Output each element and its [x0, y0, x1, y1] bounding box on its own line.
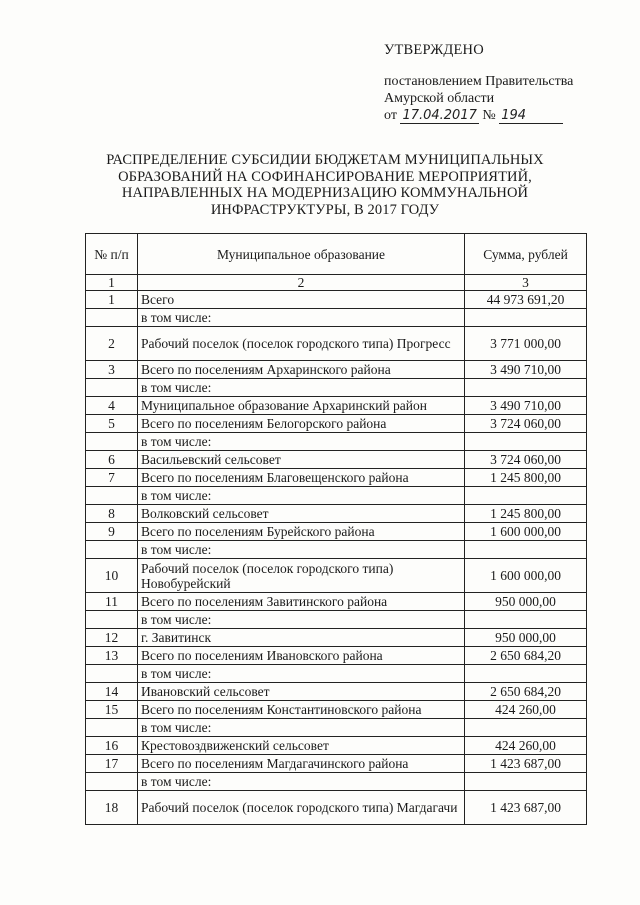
row-municipality: в том числе:	[138, 487, 465, 505]
table-row	[86, 487, 587, 505]
row-number	[86, 665, 138, 683]
row-municipality: Рабочий поселок (поселок городского типа) Магдагачи	[138, 791, 465, 825]
table-row	[86, 541, 587, 559]
index-cell: 3	[465, 275, 587, 291]
row-sum	[465, 309, 587, 327]
approval-number: 194	[499, 109, 563, 124]
row-number: 18	[86, 791, 138, 825]
index-cell: 1	[86, 275, 138, 291]
approval-stamp	[384, 42, 573, 124]
approval-date: 17.04.2017	[402, 108, 477, 123]
table-row	[86, 629, 587, 647]
table-row	[86, 647, 587, 665]
row-number: 15	[86, 701, 138, 719]
row-sum	[465, 433, 587, 451]
table-row	[86, 469, 587, 487]
table-row	[86, 701, 587, 719]
row-number	[86, 309, 138, 327]
row-sum: 424 260,00	[465, 737, 587, 755]
subsidy-table	[85, 233, 587, 825]
header-number: № п/п	[86, 234, 138, 275]
row-number	[86, 487, 138, 505]
row-number	[86, 379, 138, 397]
row-municipality: Всего по поселениям Магдагачинского района	[138, 755, 465, 773]
row-municipality: Всего по поселениям Ивановского района	[138, 647, 465, 665]
row-municipality: Васильевский сельсовет	[138, 451, 465, 469]
row-municipality: Всего по поселениям Благовещенского района	[138, 469, 465, 487]
row-number: 16	[86, 737, 138, 755]
row-sum: 424 260,00	[465, 701, 587, 719]
row-number: 3	[86, 361, 138, 379]
row-sum: 1 423 687,00	[465, 755, 587, 773]
row-sum: 950 000,00	[465, 629, 587, 647]
row-sum: 2 650 684,20	[465, 683, 587, 701]
table-row	[86, 559, 587, 593]
row-number: 11	[86, 593, 138, 611]
row-sum	[465, 611, 587, 629]
row-municipality: в том числе:	[138, 773, 465, 791]
row-municipality: в том числе:	[138, 379, 465, 397]
row-number: 17	[86, 755, 138, 773]
row-number	[86, 433, 138, 451]
document-title: РАСПРЕДЕЛЕНИЕ СУБСИДИИ БЮДЖЕТАМ МУНИЦИПАЛЬНЫХ ОБРАЗОВАНИЙ НА СОФИНАНСИРОВАНИЕ МЕРОПРИЯТИЙ, НАПРАВЛЕННЫХ НА МОДЕРНИЗАЦИЮ КОММУНАЛЬНОЙ ИНФРАСТРУКТУРЫ, В 2017 ГОДУ	[106, 152, 544, 218]
row-number: 6	[86, 451, 138, 469]
row-municipality: Всего	[138, 291, 465, 309]
approval-number-label: №	[482, 108, 496, 123]
row-sum	[465, 487, 587, 505]
table-row	[86, 505, 587, 523]
table-row	[86, 683, 587, 701]
table-row	[86, 773, 587, 791]
row-municipality: Ивановский сельсовет	[138, 683, 465, 701]
approval-line-1: постановлением Правительства	[384, 74, 574, 89]
row-municipality: Всего по поселениям Белогорского района	[138, 415, 465, 433]
row-sum: 1 245 800,00	[465, 469, 587, 487]
header-municipality: Муниципальное образование	[138, 234, 465, 275]
row-municipality: Всего по поселениям Бурейского района	[138, 523, 465, 541]
row-number: 8	[86, 505, 138, 523]
row-sum: 2 650 684,20	[465, 647, 587, 665]
row-number: 5	[86, 415, 138, 433]
row-municipality: в том числе:	[138, 719, 465, 737]
row-municipality: в том числе:	[138, 309, 465, 327]
approval-prefix: от	[384, 108, 397, 123]
row-sum	[465, 541, 587, 559]
row-sum: 3 724 060,00	[465, 415, 587, 433]
row-municipality: в том числе:	[138, 611, 465, 629]
table-row	[86, 397, 587, 415]
row-number	[86, 541, 138, 559]
row-number: 2	[86, 327, 138, 361]
table-row	[86, 791, 587, 825]
table-row	[86, 379, 587, 397]
row-municipality: Рабочий поселок (поселок городского типа) Новобурейский	[138, 559, 465, 593]
row-number: 4	[86, 397, 138, 415]
row-municipality: в том числе:	[138, 541, 465, 559]
row-sum: 950 000,00	[465, 593, 587, 611]
row-sum	[465, 379, 587, 397]
table-row	[86, 523, 587, 541]
table-header-row	[86, 234, 587, 275]
approval-line-2: Амурской области	[384, 91, 495, 106]
table-row	[86, 433, 587, 451]
row-number: 1	[86, 291, 138, 309]
table-row	[86, 327, 587, 361]
row-municipality: Всего по поселениям Константиновского района	[138, 701, 465, 719]
table-row	[86, 361, 587, 379]
row-number: 10	[86, 559, 138, 593]
row-municipality: г. Завитинск	[138, 629, 465, 647]
row-sum: 44 973 691,20	[465, 291, 587, 309]
table-row	[86, 665, 587, 683]
table-row	[86, 593, 587, 611]
row-municipality: Волковский сельсовет	[138, 505, 465, 523]
table-row	[86, 291, 587, 309]
row-municipality: Всего по поселениям Завитинского района	[138, 593, 465, 611]
row-sum: 1 423 687,00	[465, 791, 587, 825]
row-number: 13	[86, 647, 138, 665]
row-number: 7	[86, 469, 138, 487]
table-row	[86, 737, 587, 755]
row-number	[86, 773, 138, 791]
row-municipality: Крестовоздвиженский сельсовет	[138, 737, 465, 755]
row-number: 9	[86, 523, 138, 541]
row-number: 12	[86, 629, 138, 647]
row-municipality: в том числе:	[138, 433, 465, 451]
row-sum: 3 724 060,00	[465, 451, 587, 469]
row-sum: 3 771 000,00	[465, 327, 587, 361]
row-number	[86, 719, 138, 737]
index-cell: 2	[138, 275, 465, 291]
row-municipality: Рабочий поселок (поселок городского типа) Прогресс	[138, 327, 465, 361]
row-number: 14	[86, 683, 138, 701]
row-sum	[465, 719, 587, 737]
row-municipality: Муниципальное образование Архаринский район	[138, 397, 465, 415]
table-index-row	[86, 275, 587, 291]
row-sum: 1 600 000,00	[465, 559, 587, 593]
table-row	[86, 451, 587, 469]
row-municipality: в том числе:	[138, 665, 465, 683]
row-number	[86, 611, 138, 629]
approval-heading: УТВЕРЖДЕНО	[384, 42, 484, 58]
row-sum: 1 245 800,00	[465, 505, 587, 523]
table-row	[86, 719, 587, 737]
table-row	[86, 415, 587, 433]
row-municipality: Всего по поселениям Архаринского района	[138, 361, 465, 379]
approval-date-line	[384, 107, 573, 124]
row-sum	[465, 773, 587, 791]
table-row	[86, 309, 587, 327]
row-sum: 1 600 000,00	[465, 523, 587, 541]
table-row	[86, 611, 587, 629]
row-sum: 3 490 710,00	[465, 397, 587, 415]
header-sum: Сумма, рублей	[465, 234, 587, 275]
table-row	[86, 755, 587, 773]
row-sum: 3 490 710,00	[465, 361, 587, 379]
row-sum	[465, 665, 587, 683]
